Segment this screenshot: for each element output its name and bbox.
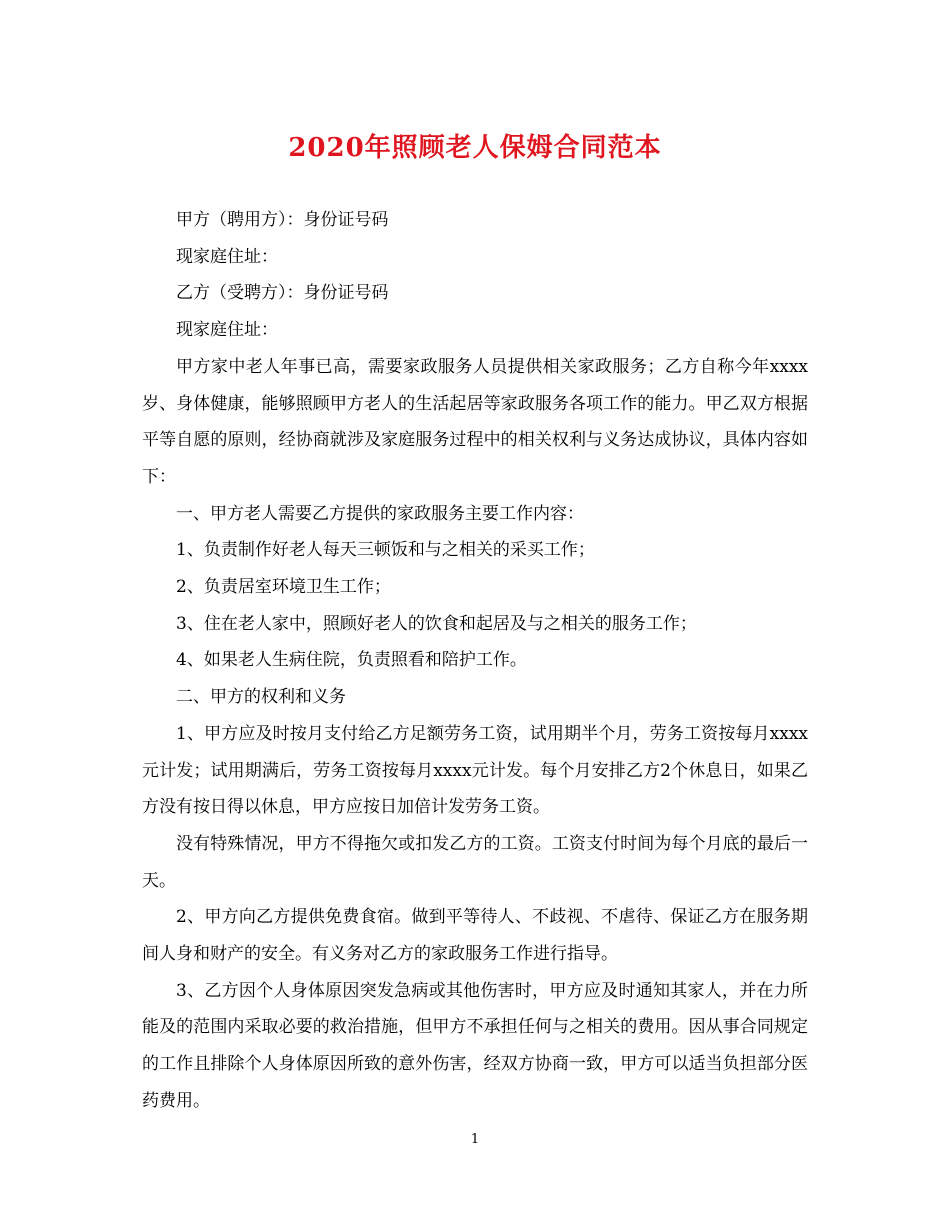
list-item: 2、负责居室环境卫生工作；: [176, 577, 391, 598]
party-b-address: 现家庭住址：: [176, 320, 278, 341]
document-title: 2020年照顾老人保姆合同范本: [288, 133, 662, 163]
clause-paragraph: 2、甲方向乙方提供免费食宿。做到平等待人、不歧视、不虐待、保证乙方在服务期间人身和财产的安全。有义务对乙方的家政服务工作进行指导。: [142, 907, 808, 965]
party-a-address: 现家庭住址：: [176, 246, 278, 267]
page-number: 1: [470, 1132, 480, 1147]
section-heading-1: 一、甲方老人需要乙方提供的家政服务主要工作内容：: [176, 503, 584, 524]
clause-paragraph: 没有特殊情况，甲方不得拖欠或扣发乙方的工资。工资支付时间为每个月底的最后一天。: [142, 833, 808, 891]
list-item: 3、住在老人家中，照顾好老人的饮食和起居及与之相关的服务工作；: [176, 613, 697, 634]
party-a-line: 甲方（聘用方）：身份证号码: [176, 210, 389, 230]
list-item: 4、如果老人生病住院，负责照看和陪护工作。: [176, 650, 527, 671]
list-item: 1、负责制作好老人每天三顿饭和与之相关的采买工作；: [176, 540, 595, 561]
section-heading-2: 二、甲方的权利和义务: [176, 687, 346, 708]
preamble-paragraph: 甲方家中老人年事已高，需要家政服务人员提供相关家政服务；乙方自称今年xxxx岁、身体健康，能够照顾甲方老人的生活起居等家政服务各项工作的能力。甲乙双方根据平等自愿的原则，经协商就涉及家庭服务过程中的相关权利与义务达成协议，具体内容如下：: [142, 356, 808, 487]
party-b-line: 乙方（受聘方）：身份证号码: [176, 283, 389, 304]
clause-paragraph: 1、甲方应及时按月支付给乙方足额劳务工资，试用期半个月，劳务工资按每月xxxx元计发；试用期满后，劳务工资按每月xxxx元计发。每个月安排乙方2个休息日，如果乙方没有按日得以休息，甲方应按日加倍计发劳务工资。: [142, 723, 808, 818]
clause-paragraph: 3、乙方因个人身体原因突发急病或其他伤害时，甲方应及时通知其家人，并在力所能及的范围内采取必要的救治措施，但甲方不承担任何与之相关的费用。因从事合同规定的工作且排除个人身体原因所致的意外伤害，经双方协商一致，甲方可以适当负担部分医药费用。: [142, 980, 808, 1111]
document-body: [142, 202, 808, 1120]
